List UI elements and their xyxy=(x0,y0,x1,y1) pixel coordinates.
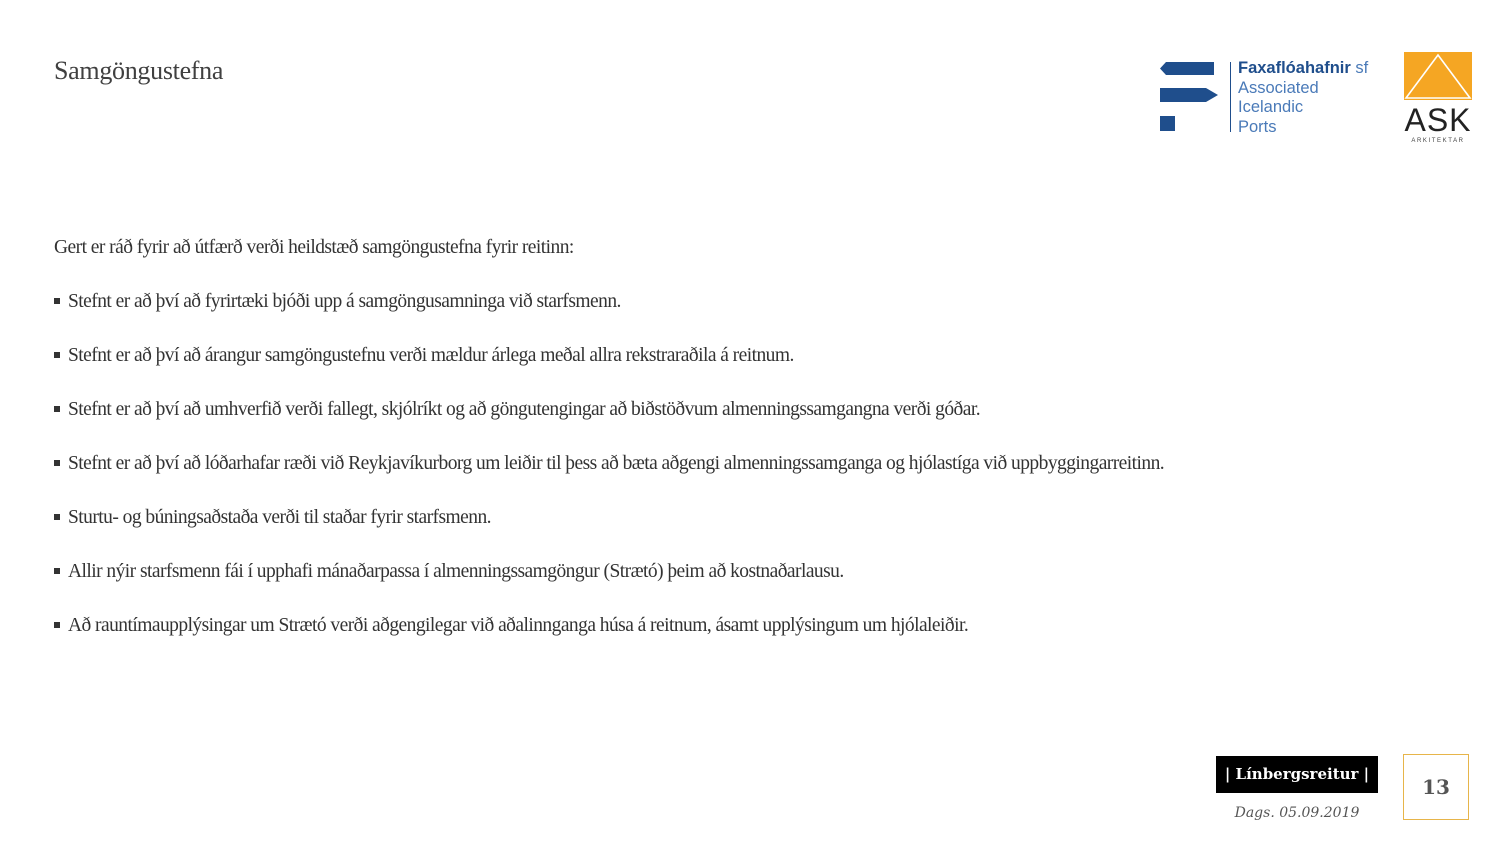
faxafloahafnir-logo-mark-icon xyxy=(1158,58,1220,134)
logo-line-ports: Ports xyxy=(1238,117,1277,136)
bullet-text: Stefnt er að því að lóðarhafar ræði við Reykjavíkurborg um leiðir til þess að bæta aðgengi almenningssamganga og hjólastíga við uppbyggingarreitinn. xyxy=(68,453,1165,474)
bullet-text: Stefnt er að því að umhverfið verði fallegt, skjólríkt og að göngutengingar að biðstöðvum almenningssamgangna verði góðar. xyxy=(68,399,981,420)
bullet-square-icon xyxy=(54,622,60,628)
bullet-text: Stefnt er að því að árangur samgöngustefnu verði mældur árlega meðal allra rekstraraðila á reitnum. xyxy=(68,345,794,366)
ask-arkitektar-logo xyxy=(1402,52,1474,148)
logo-suffix: sf xyxy=(1355,59,1369,77)
list-item xyxy=(54,341,1474,370)
bullet-text: Sturtu- og búningsaðstaða verði til staðar fyrir starfsmenn. xyxy=(68,507,491,528)
slide-body xyxy=(54,233,1474,665)
logo-divider xyxy=(1230,62,1231,132)
faxafloahafnir-logo-text xyxy=(1238,59,1368,137)
ask-logo-subtitle: ARKITEKTAR xyxy=(1411,138,1465,144)
faxafloahafnir-logo xyxy=(1158,58,1388,138)
bullet-square-icon xyxy=(54,298,60,304)
list-item xyxy=(54,503,1474,532)
logo-name: Faxaflóahafnir xyxy=(1238,59,1351,77)
bullet-square-icon xyxy=(54,460,60,466)
project-name-tag: | Línbergsreitur | xyxy=(1216,756,1378,793)
ask-logo-word: ASK xyxy=(1404,102,1472,138)
logo-line-associated: Associated xyxy=(1238,78,1319,97)
slide-date: Dags. 05.09.2019 xyxy=(1234,805,1360,821)
bullet-text: Að rauntímaupplýsingar um Strætó verði aðgengilegar við aðalinnganga húsa á reitnum, ásamt upplýsingum um hjólaleiðir. xyxy=(68,615,969,636)
list-item xyxy=(54,287,1474,316)
bullet-text: Allir nýir starfsmenn fái í upphafi mánaðarpassa í almenningssamgöngur (Strætó) þeim að kostnaðarlausu. xyxy=(68,561,844,582)
bullet-square-icon xyxy=(54,568,60,574)
list-item xyxy=(54,449,1474,478)
ask-triangle-icon xyxy=(1402,52,1474,102)
slide-title: Samgöngustefna xyxy=(54,56,224,85)
logo-line-icelandic: Icelandic xyxy=(1238,98,1304,116)
list-item xyxy=(54,395,1474,424)
list-item xyxy=(54,611,1474,640)
bullet-list xyxy=(54,287,1474,640)
bullet-text: Stefnt er að því að fyrirtæki bjóði upp á samgöngusamninga við starfsmenn. xyxy=(68,291,621,312)
bullet-square-icon xyxy=(54,514,60,520)
page-number: 13 xyxy=(1403,754,1469,820)
list-item xyxy=(54,557,1474,586)
bullet-square-icon xyxy=(54,406,60,412)
bullet-square-icon xyxy=(54,352,60,358)
intro-paragraph: Gert er ráð fyrir að útfærð verði heildstæð samgöngustefna fyrir reitinn: xyxy=(54,237,574,258)
